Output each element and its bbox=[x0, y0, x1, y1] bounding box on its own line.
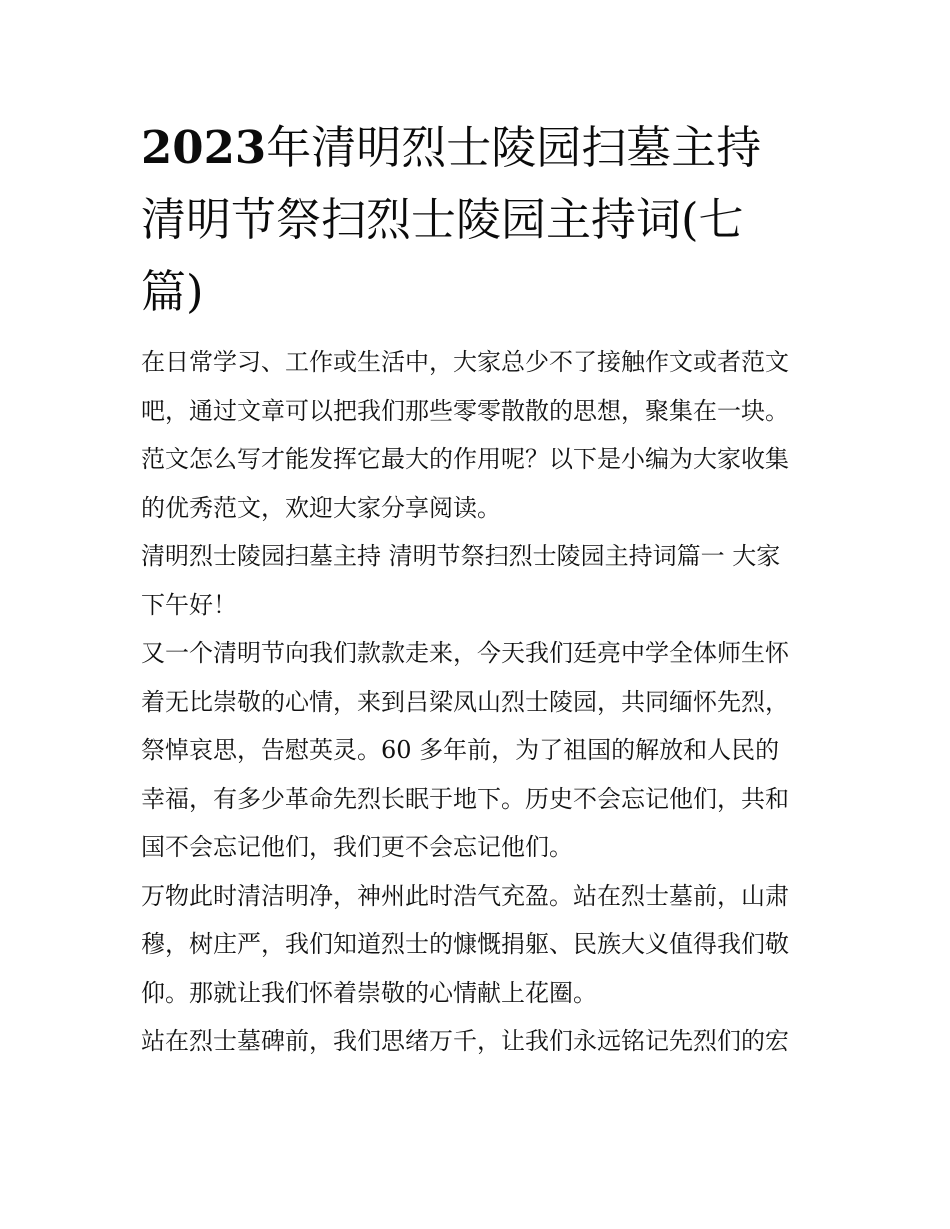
section-heading-paragraph bbox=[141, 532, 813, 629]
text-line: 下午好！ bbox=[141, 590, 237, 619]
title-line-1 bbox=[141, 112, 813, 184]
text-line: 祭悼哀思，告慰英灵。60 多年前，为了祖国的解放和人民的 bbox=[141, 736, 780, 764]
intro-paragraph bbox=[141, 338, 813, 532]
title-line-1-text: 年清明烈士陵园扫墓主持 bbox=[266, 121, 762, 174]
title-line-2: 清明节祭扫烈士陵园主持词(七 bbox=[141, 193, 744, 246]
text-line: 又一个清明节向我们款款走来，今天我们廷亮中学全体师生怀 bbox=[141, 639, 789, 667]
text-line: 着无比崇敬的心情，来到吕梁凤山烈士陵园，共同缅怀先烈， bbox=[141, 687, 789, 716]
text-line: 清明烈士陵园扫墓主持 清明节祭扫烈士陵园主持词篇一 大家 bbox=[141, 542, 781, 570]
body-paragraph bbox=[141, 1017, 813, 1066]
text-line: 国不会忘记他们，我们更不会忘记他们。 bbox=[141, 833, 573, 861]
text-line: 的优秀范文，欢迎大家分享阅读。 bbox=[141, 493, 501, 522]
title-year: 2023 bbox=[141, 121, 267, 174]
body-paragraph bbox=[141, 629, 813, 872]
text-line: 在日常学习、工作或生活中，大家总少不了接触作文或者范文 bbox=[141, 348, 789, 376]
document-page bbox=[141, 112, 813, 1066]
text-line: 幸福，有多少革命先烈长眠于地下。历史不会忘记他们，共和 bbox=[141, 784, 789, 813]
document-title bbox=[141, 112, 813, 328]
text-line: 站在烈士墓碑前，我们思绪万千，让我们永远铭记先烈们的宏 bbox=[141, 1027, 789, 1055]
document-body bbox=[141, 338, 813, 1066]
body-paragraph bbox=[141, 872, 813, 1018]
text-line: 仰。那就让我们怀着崇敬的心情献上花圈。 bbox=[141, 978, 597, 1007]
text-line: 吧，通过文章可以把我们那些零零散散的思想，聚集在一块。 bbox=[141, 396, 789, 425]
text-line: 穆，树庄严，我们知道烈士的慷慨捐躯、民族大义值得我们敬 bbox=[141, 930, 789, 958]
title-line-3: 篇) bbox=[141, 265, 204, 318]
text-line: 范文怎么写才能发挥它最大的作用呢？以下是小编为大家收集 bbox=[141, 445, 789, 473]
text-line: 万物此时清洁明净，神州此时浩气充盈。站在烈士墓前，山肃 bbox=[141, 881, 789, 910]
